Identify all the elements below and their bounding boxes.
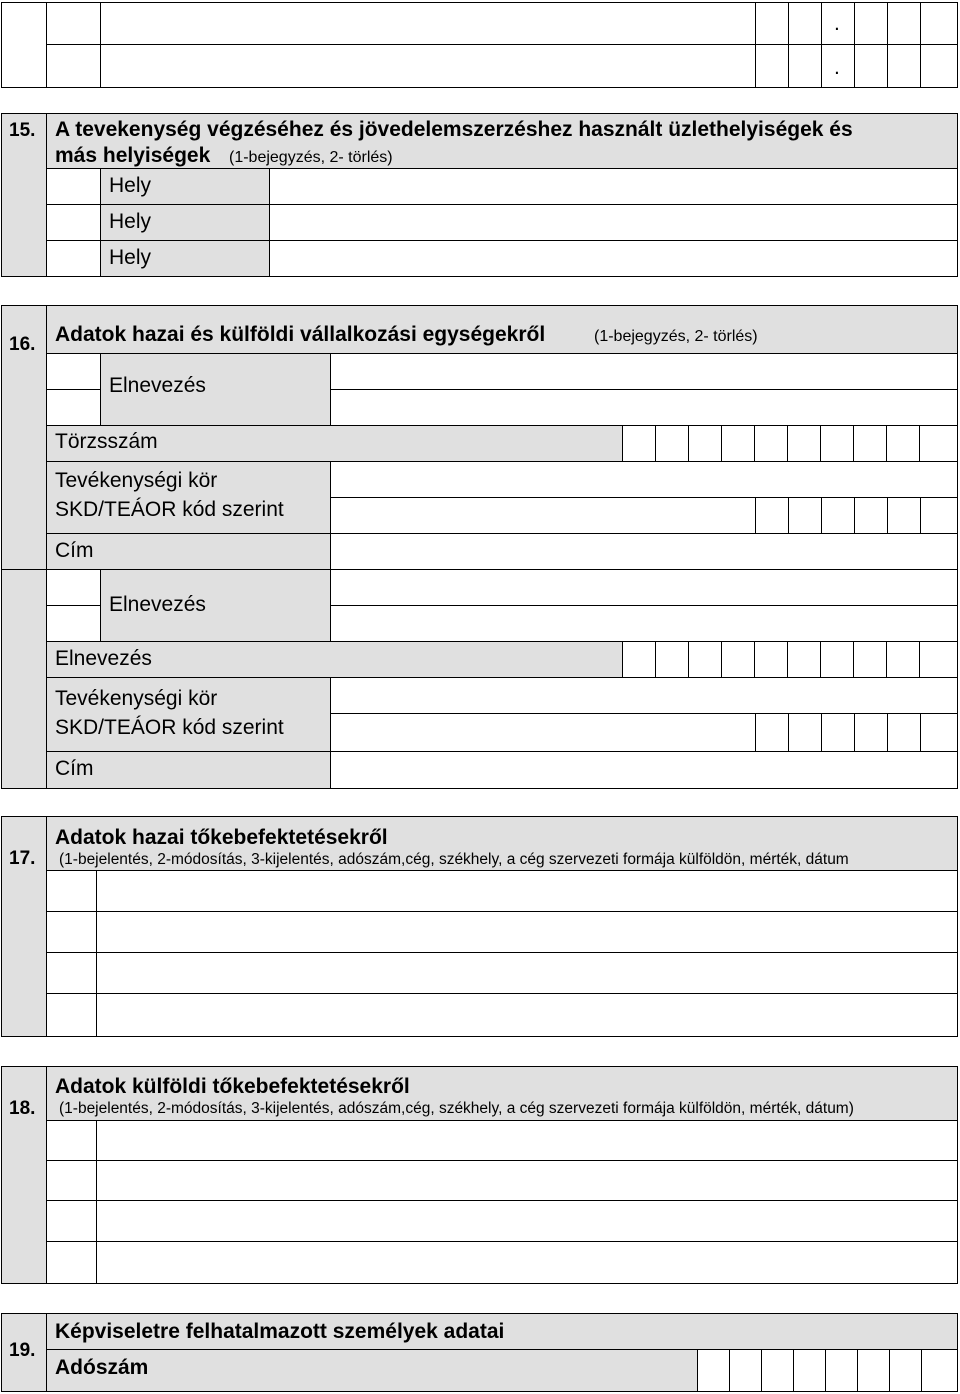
section-15-title-line2: más helyiségek <box>55 144 211 167</box>
section-17-title: Adatok hazai tőkebefektetésekről <box>55 826 388 849</box>
section-15-code-1[interactable] <box>46 168 102 206</box>
unit2-activity-value[interactable] <box>330 677 958 715</box>
unit2-activity-label-1: Tevékenységi kör <box>55 687 218 710</box>
unit1-name-value-1[interactable] <box>330 353 958 391</box>
section-17-note: (1-bejelentés, 2-módosítás, 3-kijelentés, adószám,cég, székhely, a cég szervezeti formája külföldön, mérték, dátum <box>59 851 849 868</box>
tax-number-box[interactable] <box>793 1349 827 1392</box>
unit2-reg-box[interactable] <box>622 641 657 679</box>
unit2-activity-label-2: SKD/TEÁOR kód szerint <box>55 716 284 739</box>
unit1-reg-box[interactable] <box>787 425 822 463</box>
section-17-value-4[interactable] <box>96 993 958 1037</box>
section-17-code-4[interactable] <box>46 993 98 1037</box>
unit2-reg-box[interactable] <box>787 641 822 679</box>
tax-number-box[interactable] <box>889 1349 923 1392</box>
unit2-name-value-2[interactable] <box>330 605 958 643</box>
section-15-code-3[interactable] <box>46 240 102 277</box>
section-15-code-2[interactable] <box>46 204 102 242</box>
section-19-number: 19. <box>9 1340 36 1361</box>
unit1-reg-box[interactable] <box>886 425 921 463</box>
unit2-activity-box[interactable] <box>755 713 790 753</box>
unit2-reg-box[interactable] <box>919 641 958 679</box>
unit2-name-value-1[interactable] <box>330 569 958 607</box>
unit1-reg-box[interactable] <box>754 425 789 463</box>
top-box[interactable] <box>920 2 958 46</box>
section-18-note: (1-bejelentés, 2-módosítás, 3-kijelentés, adószám,cég, székhely, a cég szervezeti formája külföldön, mérték, dátum) <box>59 1100 854 1117</box>
top-dot-1: . <box>834 12 840 35</box>
unit2-reg-label: Elnevezés <box>55 647 152 670</box>
top-box[interactable] <box>920 44 958 88</box>
tax-number-box[interactable] <box>761 1349 795 1392</box>
section-15-title-line1: A tevekenység végzéséhez és jövedelemszerzéshez használt üzlethelyiségek és <box>55 118 853 141</box>
top-box[interactable] <box>755 2 790 46</box>
section-18-value-4[interactable] <box>96 1241 958 1284</box>
top-text-cell-2[interactable] <box>100 44 757 88</box>
tax-number-box[interactable] <box>857 1349 891 1392</box>
unit1-activity-box[interactable] <box>755 497 790 535</box>
section-17-number: 17. <box>9 848 36 869</box>
unit1-reg-box[interactable] <box>853 425 888 463</box>
unit2-reg-box[interactable] <box>655 641 690 679</box>
unit1-reg-box[interactable] <box>622 425 657 463</box>
unit1-code-2[interactable] <box>46 389 102 427</box>
section-18-value-1[interactable] <box>96 1120 958 1162</box>
unit2-reg-box[interactable] <box>688 641 723 679</box>
section-16-note: (1-bejegyzés, 2- törlés) <box>594 328 758 345</box>
section-18-code-3[interactable] <box>46 1200 98 1243</box>
unit2-name-label: Elnevezés <box>109 593 206 616</box>
unit1-reg-label: Törzsszám <box>55 430 158 453</box>
top-code-cell-2[interactable] <box>46 44 102 88</box>
unit1-activity-box[interactable] <box>788 497 823 535</box>
unit1-activity-label-1: Tevékenységi kör <box>55 469 218 492</box>
unit2-reg-box[interactable] <box>853 641 888 679</box>
unit2-activity-box[interactable] <box>854 713 889 753</box>
unit2-activity-box[interactable] <box>887 713 922 753</box>
tax-number-box[interactable] <box>697 1349 731 1392</box>
unit1-activity-value[interactable] <box>330 461 958 499</box>
top-box[interactable] <box>887 44 922 88</box>
section-18-title: Adatok külföldi tőkebefektetésekről <box>55 1075 410 1098</box>
unit2-address-value[interactable] <box>330 751 958 789</box>
tax-number-box[interactable] <box>729 1349 763 1392</box>
section-16-num-cell-b <box>1 569 47 789</box>
unit2-reg-box[interactable] <box>754 641 789 679</box>
section-15-note: (1-bejegyzés, 2- törlés) <box>229 149 393 166</box>
unit1-activity-value-2[interactable] <box>330 497 757 535</box>
unit1-name-value-2[interactable] <box>330 389 958 427</box>
top-dot-2: . <box>834 56 840 79</box>
unit1-address-label: Cím <box>55 539 94 562</box>
unit2-reg-box[interactable] <box>886 641 921 679</box>
section-15-number: 15. <box>9 120 36 141</box>
top-box[interactable] <box>854 44 889 88</box>
unit2-reg-box[interactable] <box>820 641 855 679</box>
top-box[interactable] <box>755 44 790 88</box>
section-17-value-3[interactable] <box>96 952 958 995</box>
section-17-code-1[interactable] <box>46 870 98 913</box>
section-18-code-1[interactable] <box>46 1120 98 1162</box>
top-num-cell <box>1 2 47 88</box>
unit1-activity-box[interactable] <box>920 497 958 535</box>
section-17-code-2[interactable] <box>46 911 98 954</box>
unit2-address-label: Cím <box>55 757 94 780</box>
section-19-title: Képviseletre felhatalmazott személyek adatai <box>55 1320 505 1343</box>
unit1-activity-box[interactable] <box>887 497 922 535</box>
unit2-reg-box[interactable] <box>721 641 756 679</box>
top-box[interactable] <box>788 2 823 46</box>
section-19-tax-label: Adószám <box>55 1356 149 1379</box>
section-15-label-1: Hely <box>109 174 152 197</box>
unit1-address-value[interactable] <box>330 533 958 571</box>
unit2-activity-box[interactable] <box>821 713 856 753</box>
unit1-code-1[interactable] <box>46 353 102 391</box>
unit2-code-1[interactable] <box>46 569 102 607</box>
top-box[interactable] <box>887 2 922 46</box>
top-box[interactable] <box>788 44 823 88</box>
section-18-value-3[interactable] <box>96 1200 958 1243</box>
section-17-code-3[interactable] <box>46 952 98 995</box>
section-15-value-3[interactable] <box>269 240 958 277</box>
unit1-reg-box[interactable] <box>919 425 958 463</box>
unit1-activity-box[interactable] <box>821 497 856 535</box>
section-15-label-3: Hely <box>109 246 152 269</box>
unit1-reg-box[interactable] <box>655 425 690 463</box>
top-text-cell-1[interactable] <box>100 2 757 46</box>
section-18-code-4[interactable] <box>46 1241 98 1284</box>
section-16-title: Adatok hazai és külföldi vállalkozási egységekről <box>55 323 546 346</box>
section-18-number: 18. <box>9 1098 36 1119</box>
section-15-value-2[interactable] <box>269 204 958 242</box>
top-box[interactable] <box>854 2 889 46</box>
unit1-reg-box[interactable] <box>721 425 756 463</box>
unit1-reg-box[interactable] <box>688 425 723 463</box>
unit2-activity-value-2[interactable] <box>330 713 757 753</box>
unit2-activity-box[interactable] <box>788 713 823 753</box>
unit1-activity-box[interactable] <box>854 497 889 535</box>
unit1-activity-label-2: SKD/TEÁOR kód szerint <box>55 498 284 521</box>
section-15-label-2: Hely <box>109 210 152 233</box>
tax-number-box[interactable] <box>921 1349 958 1392</box>
tax-number-box[interactable] <box>825 1349 859 1392</box>
unit2-activity-box[interactable] <box>920 713 958 753</box>
section-17-value-1[interactable] <box>96 870 958 913</box>
unit1-reg-box[interactable] <box>820 425 855 463</box>
section-18-value-2[interactable] <box>96 1160 958 1202</box>
top-code-cell-1[interactable] <box>46 2 102 46</box>
section-15-value-1[interactable] <box>269 168 958 206</box>
section-18-code-2[interactable] <box>46 1160 98 1202</box>
section-16-number: 16. <box>9 334 36 355</box>
unit2-code-2[interactable] <box>46 605 102 643</box>
section-17-value-2[interactable] <box>96 911 958 954</box>
unit1-name-label: Elnevezés <box>109 374 206 397</box>
